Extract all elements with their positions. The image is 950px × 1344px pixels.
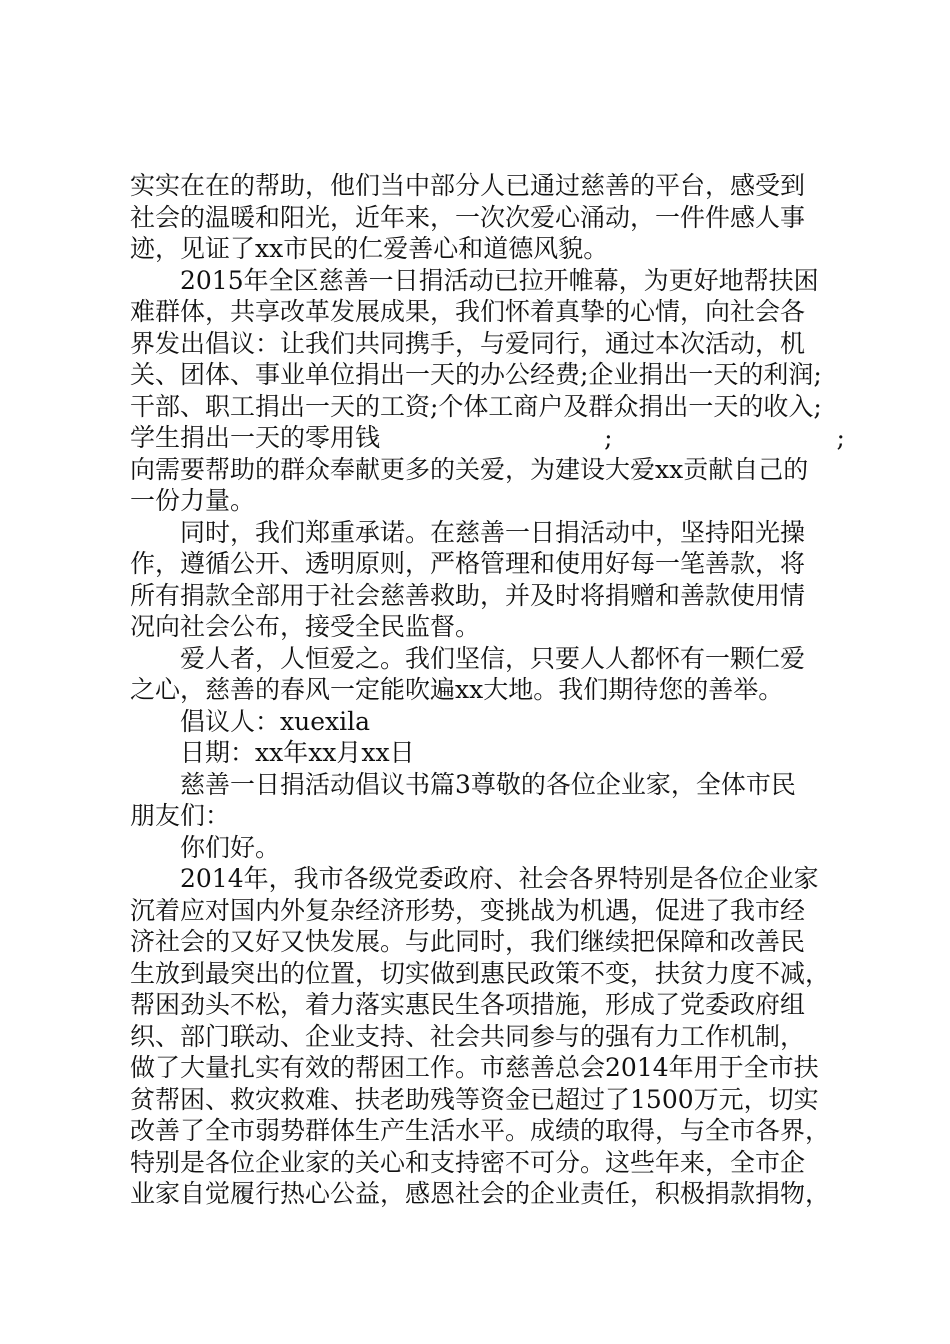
text-segment: 学生捐出一天的零用钱 [130, 423, 381, 452]
greeting-line: 你们好。 [180, 832, 281, 862]
document-body [130, 170, 845, 1210]
date-line: 日期：xx年xx月xx日 [180, 738, 415, 767]
text-segment: ; [604, 423, 613, 452]
text-line: 改善了全市弱势群体生产生活水平。成绩的取得，与全市各界， [130, 1116, 831, 1145]
paragraph-start-line: 同时，我们郑重承诺。在慈善一日捐活动中，坚持阳光操 [180, 517, 806, 547]
text-line: 济社会的又好又快发展。与此同时，我们继续把保障和改善民 [130, 927, 806, 956]
text-line: 所有捐款全部用于社会慈善救助，并及时将捐赠和善款使用情 [130, 580, 806, 610]
text-line: 一份力量。 [130, 486, 256, 515]
text-line: 做了大量扎实有效的帮困工作。市慈善总会2014年用于全市扶 [130, 1053, 819, 1082]
text-line: 迹，见证了xx市民的仁爱善心和道德风貌。 [130, 234, 609, 263]
section-title-line: 慈善一日捐活动倡议书篇3尊敬的各位企业家，全体市民 [180, 769, 796, 799]
text-line: 沉着应对国内外复杂经济形势，变挑战为机遇，促进了我市经 [130, 895, 806, 925]
text-line: 帮困劲头不松，着力落实惠民生各项措施，形成了党委政府组 [130, 990, 806, 1019]
text-line: 业家自觉履行热心公益，感恩社会的企业责任，积极捐款捐物， [130, 1179, 831, 1208]
text-line: 朋友们： [130, 801, 231, 830]
initiator-line: 倡议人：xuexila [180, 706, 370, 736]
paragraph-start-line: 爱人者，人恒爱之。我们坚信，只要人人都怀有一颗仁爱 [180, 643, 806, 673]
text-line: 干部、职工捐出一天的工资;个体工商户及群众捐出一天的收入; [130, 391, 822, 421]
text-line: 贫帮困、救灾救难、扶老助残等资金已超过了1500万元，切实 [130, 1084, 819, 1114]
text-line: 难群体，共享改革发展成果，我们怀着真挚的心情，向社会各 [130, 297, 806, 326]
text-line: 织、部门联动、企业支持、社会共同参与的强有力工作机制， [130, 1021, 806, 1051]
spaced-text-line [130, 422, 845, 454]
text-line: 界发出倡议：让我们共同携手，与爱同行，通过本次活动，机 [130, 328, 806, 358]
text-line: 实实在在的帮助，他们当中部分人已通过慈善的平台，感受到 [130, 171, 806, 200]
text-line: 特别是各位企业家的关心和支持密不可分。这些年来，全市企 [130, 1147, 806, 1177]
text-line: 关、团体、事业单位捐出一天的办公经费;企业捐出一天的利润; [130, 360, 822, 389]
text-line: 向需要帮助的群众奉献更多的关爱，为建设大爱xx贡献自己的 [130, 454, 809, 484]
text-line: 况向社会公布，接受全民监督。 [130, 612, 481, 641]
text-line: 生放到最突出的位置，切实做到惠民政策不变，扶贫力度不减， [130, 958, 831, 988]
text-line: 之心，慈善的春风一定能吹遍xx大地。我们期待您的善举。 [130, 675, 784, 704]
text-line: 社会的温暖和阳光，近年来，一次次爱心涌动，一件件感人事 [130, 202, 806, 232]
paragraph-start-line: 2015年全区慈善一日捐活动已拉开帷幕，为更好地帮扶困 [180, 265, 819, 295]
paragraph-start-line: 2014年，我市各级党委政府、社会各界特别是各位企业家 [180, 864, 819, 893]
text-line: 作，遵循公开、透明原则，严格管理和使用好每一笔善款，将 [130, 549, 806, 578]
text-segment: ; [836, 423, 845, 452]
